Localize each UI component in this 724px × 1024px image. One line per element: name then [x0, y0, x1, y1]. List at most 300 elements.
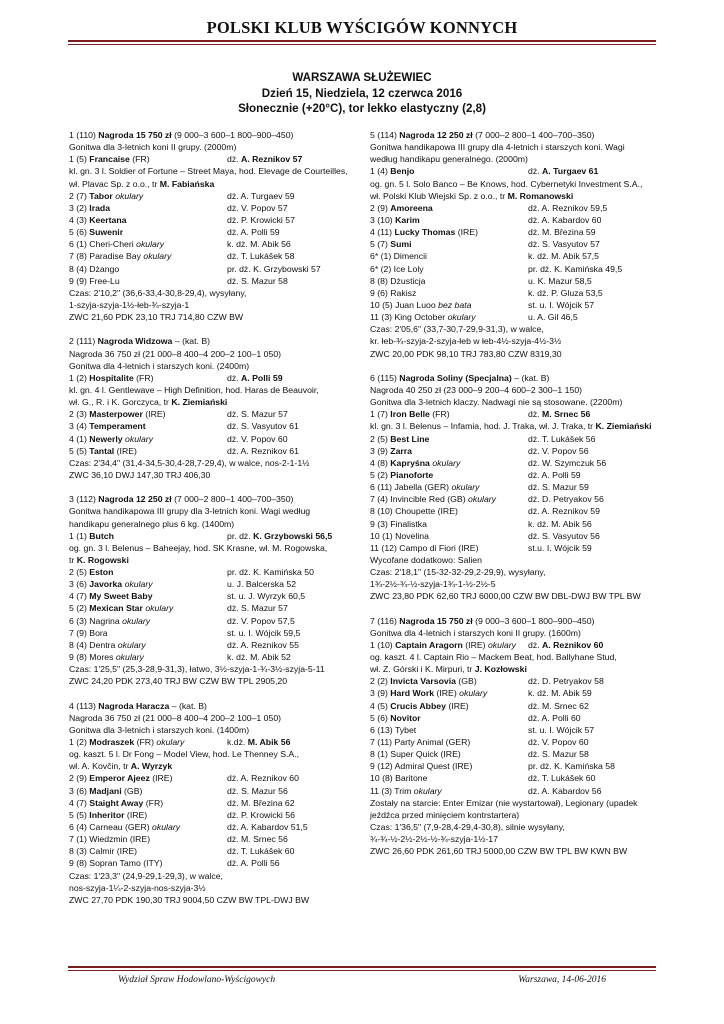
- race-result: [370, 372, 660, 603]
- bold-text: Best Line: [390, 433, 430, 444]
- event-venue: WARSZAWA SŁUŻEWIEC: [292, 71, 432, 84]
- text-run: k. dż. M. Abik 59: [528, 688, 592, 699]
- bold-text: Tabor: [89, 190, 113, 201]
- jockey-weight: [528, 263, 622, 275]
- jockey-weight: [528, 542, 592, 554]
- jockey-weight: [528, 481, 589, 493]
- horse-name: [69, 250, 171, 262]
- horse-name: [69, 857, 163, 869]
- text-run: dż.: [227, 372, 242, 383]
- horse-name: [370, 250, 427, 262]
- italic-text: okulary: [432, 457, 461, 468]
- jockey-weight: [528, 469, 581, 481]
- runner-row: [69, 590, 359, 602]
- text-run: dż. A. Reznikov 60: [227, 773, 299, 784]
- text-run: (IRE): [455, 227, 478, 238]
- text-run: 6 (115): [370, 372, 400, 383]
- horse-name: [370, 639, 516, 651]
- bold-text: Butch: [89, 530, 114, 541]
- jockey-weight: [528, 238, 600, 250]
- text-run: dż. S. Mazur 56: [227, 785, 288, 796]
- text-run: 2 (111): [69, 336, 98, 347]
- jockey-weight: [528, 530, 600, 542]
- text-run: jeźdźca przed minięciem kontrstartera): [370, 809, 520, 820]
- text-run: dż. P. Krowicki 57: [227, 214, 295, 225]
- bold-text: A. Reznikov 60: [542, 639, 604, 650]
- text-run: dż.: [528, 166, 543, 177]
- bold-text: Keertana: [89, 214, 127, 225]
- result-line: [69, 141, 359, 153]
- runner-row: [370, 493, 660, 505]
- result-line: [370, 797, 660, 809]
- text-run: pr. dż. K. Grzybowski 57: [227, 263, 321, 274]
- italic-text: okulary: [117, 639, 146, 650]
- text-run: ZWC 27,70 PDK 190,30 TRJ 9004,50 CZW BW TPL-DWJ BW: [69, 894, 310, 905]
- italic-text: okulary: [451, 482, 480, 493]
- italic-text: okulary: [122, 615, 151, 626]
- result-line: [370, 845, 660, 857]
- horse-name: [370, 445, 412, 457]
- race-result: [69, 700, 359, 906]
- result-line: [69, 396, 359, 408]
- jockey-weight: [227, 821, 308, 833]
- horse-name: [69, 627, 108, 639]
- jockey-weight: [528, 311, 578, 323]
- text-run: 7 (11) Party Animal (GER): [370, 737, 471, 748]
- jockey-weight: [528, 250, 599, 262]
- race-result: [69, 493, 359, 687]
- text-run: (9 000–3 600–1 800–900–450): [171, 130, 294, 140]
- text-run: dż. W. Szymczuk 56: [528, 457, 607, 468]
- runner-row: [370, 675, 660, 687]
- text-run: Gonitwa dla 3-letnich klaczy. Nadwagi nie są stosowane. (2200m): [370, 397, 623, 408]
- text-run: kl. gn. 4 l. Gentlewave – High Definition, hod. Haras de Beauvoir,: [69, 384, 319, 395]
- runner-row: [69, 445, 359, 457]
- horse-name: [370, 772, 427, 784]
- event-weather: Słonecznie (+20°C), tor lekko elastyczny (2,8): [238, 102, 486, 115]
- text-run: 2 (9): [69, 773, 90, 784]
- runner-row: [370, 772, 660, 784]
- jockey-weight: [528, 772, 595, 784]
- bold-text: Kapryśna: [390, 457, 430, 468]
- text-run: 4 (11): [370, 227, 395, 238]
- horse-name: [69, 372, 153, 384]
- text-run: 9 (8) Mores: [69, 652, 116, 663]
- text-run: 1 (110): [69, 130, 99, 140]
- italic-text: okulary: [145, 603, 174, 614]
- bold-text: K. Rogowski: [76, 554, 129, 565]
- result-line: [69, 360, 359, 372]
- runner-row: [370, 263, 660, 275]
- horse-name: [370, 165, 414, 177]
- jockey-weight: [227, 602, 288, 614]
- text-run: dż. A. Kabardov 51,5: [227, 822, 308, 833]
- jockey-weight: [528, 712, 581, 724]
- horse-name: [69, 809, 147, 821]
- text-run: dż. S. Mazur 57: [227, 409, 288, 420]
- horse-name: [69, 408, 166, 420]
- jockey-weight: [528, 687, 592, 699]
- bold-text: Newerly: [89, 433, 123, 444]
- text-run: Nagroda 36 750 zł (21 000–8 400–4 200–2 100–1 050): [69, 348, 282, 359]
- text-run: (9 000–3 600–1 800–900–450): [472, 615, 595, 626]
- text-run: 11 (12) Campo di Fiori (IRE): [370, 542, 479, 553]
- runner-row: [69, 578, 359, 590]
- text-run: 6 (13) Tybet: [370, 724, 417, 735]
- text-run: 6* (1) Dimencii: [370, 251, 427, 262]
- runner-row: [370, 287, 660, 299]
- text-run: (FR): [133, 372, 154, 383]
- text-run: ZWC 23,80 PDK 62,60 TRJ 6000,00 CZW BW DBL-DWJ BW TPL BW: [370, 591, 641, 602]
- bold-text: A. Turgaev 61: [542, 166, 599, 177]
- italic-text: okulary: [468, 494, 497, 505]
- text-run: dż. S. Mazur 59: [528, 482, 589, 493]
- text-run: 9 (3) Finalistka: [370, 518, 427, 529]
- runner-row: [370, 639, 660, 651]
- bold-text: Iron Belle: [390, 409, 430, 420]
- horse-name: [69, 238, 164, 250]
- jockey-weight: [528, 408, 590, 420]
- text-run: st. u. J. Wyrzyk 60,5: [227, 591, 306, 602]
- text-run: 4 (3): [69, 214, 90, 225]
- horse-name: [370, 408, 450, 420]
- result-line: [370, 153, 660, 165]
- jockey-weight: [227, 857, 280, 869]
- results-column-right: [370, 129, 660, 870]
- jockey-weight: [227, 845, 294, 857]
- text-run: (7 000–2 800–1 400–700–350): [171, 494, 294, 505]
- result-line: [69, 335, 359, 347]
- result-line: [370, 663, 660, 675]
- text-run: dż.: [227, 154, 242, 165]
- text-run: wł. Polski Klub Wiejski Sp. z o.o., tr: [370, 190, 508, 201]
- italic-text: okulary: [136, 239, 165, 250]
- result-line: [69, 712, 359, 724]
- race-result: [69, 335, 359, 481]
- text-run: nos-szyja-1¼-2-szyja-nos-szyja-3½: [69, 882, 206, 893]
- text-run: ¾-¾-½-2½-2½-½-¾-szyja-1½-17: [370, 834, 498, 845]
- result-line: [69, 457, 359, 469]
- text-run: – (kat. B): [511, 372, 550, 383]
- text-run: 2 (5): [370, 433, 391, 444]
- text-run: Nagroda 40 250 zł (23 000–9 200–4 600–2 300–1 150): [370, 384, 583, 395]
- runner-row: [370, 238, 660, 250]
- result-line: [69, 882, 359, 894]
- text-run: 5 (6): [370, 712, 391, 723]
- horse-name: [69, 602, 173, 614]
- jockey-weight: [227, 226, 280, 238]
- result-line: [69, 748, 359, 760]
- horse-name: [370, 226, 478, 238]
- runner-row: [370, 311, 660, 323]
- result-line: [69, 129, 359, 141]
- text-run: (IRE): [462, 639, 488, 650]
- horse-name: [69, 420, 146, 432]
- jockey-weight: [227, 736, 290, 748]
- jockey-weight: [528, 518, 592, 530]
- result-line: [69, 348, 359, 360]
- text-run: k. dż. M. Abik 57,5: [528, 251, 599, 262]
- result-line: [69, 518, 359, 530]
- bold-text: Karim: [395, 214, 420, 225]
- runner-row: [370, 445, 660, 457]
- jockey-weight: [528, 433, 595, 445]
- result-line: [370, 129, 660, 141]
- italic-text: okulary: [115, 652, 144, 663]
- text-run: 5 (5): [69, 809, 90, 820]
- runner-row: [370, 408, 660, 420]
- text-run: Wycofane dodatkowo: Salien: [370, 554, 482, 565]
- text-run: dż. T. Lukášek 60: [227, 846, 295, 857]
- text-run: Czas: 1'23,3" (24,9-29,1-29,3), w walce,: [69, 870, 223, 881]
- result-line: [370, 627, 660, 639]
- text-run: 9 (12) Admiral Quest (IRE): [370, 761, 473, 772]
- jockey-weight: [528, 748, 589, 760]
- event-info: [0, 70, 724, 117]
- jockey-weight: [227, 578, 296, 590]
- result-line: [370, 372, 660, 384]
- text-run: 8 (10) Choupette (IRE): [370, 506, 458, 517]
- horse-name: [69, 275, 120, 287]
- jockey-weight: [227, 445, 299, 457]
- result-line: [69, 311, 359, 323]
- result-line: [370, 384, 660, 396]
- italic-text: bez bata: [438, 299, 472, 310]
- runner-row: [370, 214, 660, 226]
- italic-text: okulary: [487, 639, 516, 650]
- runner-row: [69, 857, 359, 869]
- text-run: 9 (6) Rakisz: [370, 287, 417, 298]
- bold-text: Amoreena: [390, 202, 433, 213]
- text-run: dż. V. Popov 56: [528, 445, 589, 456]
- runner-row: [370, 760, 660, 772]
- horse-name: [370, 724, 416, 736]
- text-run: dż.: [528, 639, 543, 650]
- bold-text: J. Kozłowski: [474, 664, 527, 675]
- text-run: dż. T. Lukášek 60: [528, 773, 596, 784]
- result-line: [69, 663, 359, 675]
- page-header: [68, 18, 656, 38]
- text-run: dż. A. Polli 59: [227, 227, 280, 238]
- text-run: 2 (3): [69, 409, 90, 420]
- horse-name: [370, 785, 442, 797]
- text-run: 7 (9) Bora: [69, 627, 108, 638]
- text-run: 4 (113): [69, 700, 99, 711]
- bold-text: Inheritor: [89, 809, 125, 820]
- runner-row: [69, 821, 359, 833]
- text-run: Gonitwa dla 4-letnich i starszych koni II grupy. (1600m): [370, 627, 581, 638]
- results-column-left: [69, 129, 359, 918]
- bold-text: Nagroda 12 250 zł: [98, 494, 172, 505]
- text-run: dż. M. Srnec 56: [227, 834, 288, 845]
- runner-row: [370, 505, 660, 517]
- bold-text: A. Polli 59: [241, 372, 283, 383]
- text-run: 1 (2): [69, 737, 90, 748]
- runner-row: [69, 202, 359, 214]
- bold-text: Captain Aragorn: [395, 639, 463, 650]
- text-run: ZWC 24,20 PDK 273,40 TRJ BW CZW BW TPL 2905,20: [69, 676, 288, 687]
- horse-name: [370, 675, 477, 687]
- text-run: dż. T. Lukášek 56: [528, 433, 596, 444]
- page-title: POLSKI KLUB WYŚCIGÓW KONNYCH: [206, 18, 518, 37]
- text-run: (GB): [455, 676, 477, 687]
- footer-department: Wydział Spraw Hodowlano-Wyścigowych: [118, 975, 276, 985]
- jockey-weight: [528, 675, 604, 687]
- jockey-weight: [227, 627, 300, 639]
- result-line: [370, 566, 660, 578]
- result-line: [370, 578, 660, 590]
- result-line: [69, 870, 359, 882]
- text-run: 8 (1) Super Quick (IRE): [370, 749, 461, 760]
- text-run: (IRE): [114, 445, 137, 456]
- result-line: [370, 420, 660, 432]
- result-line: [370, 396, 660, 408]
- runner-row: [370, 736, 660, 748]
- result-line: [370, 348, 660, 360]
- text-run: ZWC 21,60 PDK 23,10 TRJ 714,80 CZW BW: [69, 312, 244, 323]
- italic-text: okulary: [459, 688, 488, 699]
- runner-row: [69, 372, 359, 384]
- horse-name: [69, 263, 119, 275]
- race-result: [370, 129, 660, 360]
- horse-name: [370, 433, 429, 445]
- jockey-weight: [227, 639, 299, 651]
- text-run: 5 (114): [370, 130, 400, 140]
- bold-text: Benjo: [390, 166, 415, 177]
- text-run: 10 (8) Baritone: [370, 773, 428, 784]
- runner-row: [69, 214, 359, 226]
- result-line: [69, 299, 359, 311]
- header-rule: [68, 40, 656, 42]
- horse-name: [69, 153, 150, 165]
- text-run: og. kaszt. 4 l. Captain Rio – Mackem Beat, hod. Ballyhane Stud,: [370, 652, 617, 663]
- text-run: k. dż. P. Gluza 53,5: [528, 287, 603, 298]
- bold-text: A. Wyrzyk: [130, 761, 173, 772]
- jockey-weight: [528, 760, 615, 772]
- text-run: (FR): [143, 797, 164, 808]
- text-run: dż. S. Vasyutov 61: [227, 421, 299, 432]
- jockey-weight: [227, 202, 288, 214]
- result-line: [69, 894, 359, 906]
- runner-row: [69, 809, 359, 821]
- runner-row: [69, 772, 359, 784]
- jockey-weight: [227, 433, 288, 445]
- horse-name: [69, 578, 153, 590]
- horse-name: [370, 469, 433, 481]
- jockey-weight: [528, 736, 589, 748]
- text-run: 4 (7): [69, 591, 90, 602]
- text-run: dż. S. Mazur 58: [227, 275, 288, 286]
- text-run: 10 (1) Novelina: [370, 530, 429, 541]
- text-run: 6 (3) Nagrina: [69, 615, 123, 626]
- text-run: 3 (112): [69, 494, 99, 505]
- text-run: 7 (1) Wiedzmin (IRE): [69, 834, 151, 845]
- horse-name: [370, 457, 460, 469]
- text-run: Gonitwa dla 3-letnich koni II grupy. (2000m): [69, 142, 237, 153]
- result-line: [370, 323, 660, 335]
- jockey-weight: [227, 530, 332, 542]
- runner-row: [69, 190, 359, 202]
- bold-text: M. Fabiańska: [159, 178, 215, 189]
- runner-row: [69, 153, 359, 165]
- text-run: dż. A. Reznikov 59: [528, 506, 600, 517]
- text-run: Czas: 1'25,5" (25,3-28,9-31,3), łatwo, 3½-szyja-1-¾-3½-szyja-5-11: [69, 664, 325, 675]
- jockey-weight: [227, 772, 299, 784]
- text-run: Czas: 2'34,4" (31,4-34,5-30,4-28,7-29,4), w walce, nos-2-1-1½: [69, 457, 310, 468]
- horse-name: [69, 736, 184, 748]
- text-run: 7 (4) Invincible Red (GB): [370, 494, 469, 505]
- text-run: 1 (5): [69, 154, 90, 165]
- text-run: 2 (5): [69, 567, 90, 578]
- italic-text: okulary: [152, 822, 181, 833]
- horse-name: [370, 263, 424, 275]
- horse-name: [69, 615, 150, 627]
- jockey-weight: [227, 651, 291, 663]
- text-run: dż. T. Lukášek 58: [227, 251, 295, 262]
- text-run: wł. Plavac Sp. z o.o., tr: [69, 178, 160, 189]
- text-run: Gonitwa handikapowa III grupy dla 4-letnich i starszych koni. Wagi: [370, 142, 625, 153]
- horse-name: [69, 202, 110, 214]
- horse-name: [69, 772, 172, 784]
- text-run: 5 (7): [370, 239, 391, 250]
- text-run: 4 (7): [69, 797, 90, 808]
- result-line: [370, 590, 660, 602]
- runner-row: [69, 615, 359, 627]
- text-run: og. gn. 5 l. Solo Banco – Be Knows, hod. Cybernetyki Investment S.A.,: [370, 178, 643, 189]
- jockey-weight: [528, 700, 589, 712]
- text-run: u. K. Mazur 58,5: [528, 275, 592, 286]
- text-run: wł. Z. Górski i K. Mirpuri, tr: [370, 664, 475, 675]
- runner-row: [370, 457, 660, 469]
- text-run: 3 (6): [69, 785, 90, 796]
- bold-text: Javorka: [89, 579, 123, 590]
- horse-name: [69, 821, 180, 833]
- text-run: k.dż.: [227, 737, 248, 748]
- result-line: [370, 809, 660, 821]
- runner-row: [370, 724, 660, 736]
- text-run: u. A. Gil 46,5: [528, 312, 578, 323]
- horse-name: [370, 712, 421, 724]
- text-run: dż. A. Reznikov 61: [227, 445, 299, 456]
- footer-rule: [68, 966, 656, 968]
- result-line: [370, 178, 660, 190]
- text-run: (IRE): [434, 688, 460, 699]
- horse-name: [370, 700, 469, 712]
- text-run: 10 (5) Juan Luoo: [370, 299, 439, 310]
- runner-row: [69, 238, 359, 250]
- text-run: kl. gn. 3 l. Soldier of Fortune – Street Maya, hod. Elevage de Courteilles,: [69, 166, 348, 177]
- bold-text: Lucky Thomas: [394, 227, 456, 238]
- text-run: (FR): [429, 409, 450, 420]
- jockey-weight: [528, 457, 606, 469]
- runner-row: [69, 833, 359, 845]
- runner-row: [370, 250, 660, 262]
- jockey-weight: [227, 263, 321, 275]
- text-run: ZWC 36,10 DWJ 147,30 TRJ 406,30: [69, 469, 211, 480]
- runner-row: [370, 785, 660, 797]
- text-run: dż. A. Turgaev 59: [227, 190, 295, 201]
- result-line: [69, 469, 359, 481]
- runner-row: [69, 797, 359, 809]
- bold-text: Nagroda 15 750 zł: [399, 615, 473, 626]
- text-run: dż. M. Srnec 62: [528, 700, 589, 711]
- bold-text: Nagroda Soliny (Specjalna): [399, 372, 512, 383]
- bold-text: Crucis Abbey: [390, 700, 446, 711]
- runner-row: [69, 263, 359, 275]
- horse-name: [370, 287, 416, 299]
- text-run: (FR): [134, 737, 157, 748]
- text-run: dż. V. Popov 60: [528, 737, 589, 748]
